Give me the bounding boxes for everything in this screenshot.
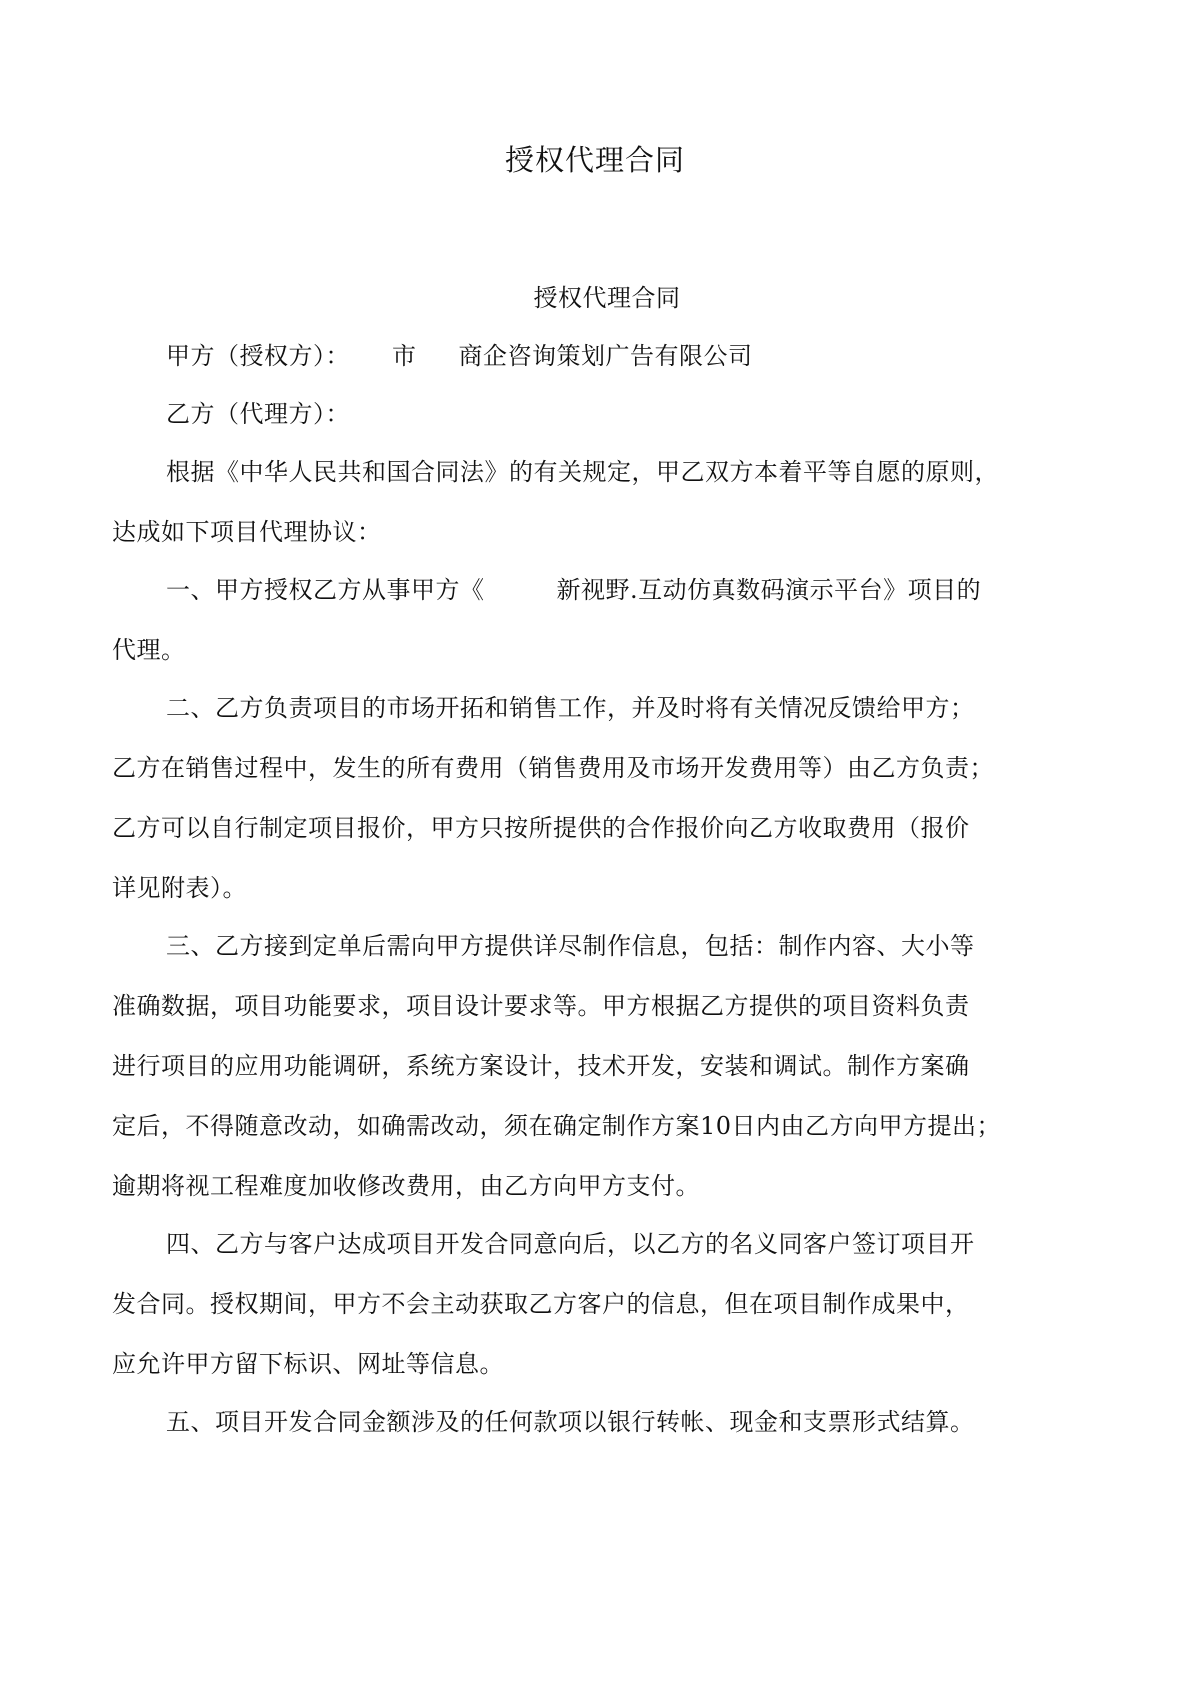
clause-4-line: 四、乙方与客户达成项目开发合同意向后，以乙方的名义同客户签订项目开: [166, 1230, 975, 1258]
clause-2-line: 二、乙方负责项目的市场开拓和销售工作，并及时将有关情况反馈给甲方；: [166, 694, 975, 722]
party-a-company: 商企咨询策划广告有限公司: [458, 342, 753, 370]
clause-1-prefix: 一、甲方授权乙方从事甲方《: [166, 576, 485, 604]
clause-4: [112, 1228, 1080, 1380]
clause-5: [112, 1406, 1080, 1438]
clause-2-line: 乙方在销售过程中，发生的所有费用（销售费用及市场开发费用等）由乙方负责；: [112, 754, 994, 782]
clause-2-line: 详见附表）。: [112, 874, 247, 902]
party-b-line: [112, 398, 1080, 430]
document-title: 授权代理合同: [504, 143, 685, 177]
party-a-label: 甲方（授权方）：: [166, 342, 350, 370]
clause-3-line: 三、乙方接到定单后需向甲方提供详尽制作信息，包括：制作内容、大小等: [166, 932, 975, 960]
clause-4-line: 应允许甲方留下标识、网址等信息。: [112, 1350, 504, 1378]
clause-3-line: 进行项目的应用功能调研，系统方案设计，技术开发，安装和调试。制作方案确: [112, 1052, 970, 1080]
clause-1-rest: 新视野.互动仿真数码演示平台》项目的: [556, 576, 982, 604]
clause-3-line: 准确数据，项目功能要求，项目设计要求等。甲方根据乙方提供的项目资料负责: [112, 992, 970, 1020]
party-a-city: 市: [392, 342, 417, 370]
party-b-label: 乙方（代理方）：: [166, 400, 350, 428]
document-body: [112, 282, 1080, 1464]
document-subtitle: 授权代理合同: [533, 284, 681, 312]
intro-paragraph: [112, 456, 1080, 548]
intro-line: 达成如下项目代理协议：: [112, 518, 382, 546]
clause-3-line: 逾期将视工程难度加收修改费用，由乙方向甲方支付。: [112, 1172, 700, 1200]
clause-5-line: 五、项目开发合同金额涉及的任何款项以银行转帐、现金和支票形式结算。: [166, 1408, 975, 1436]
clause-2-line: 乙方可以自行制定项目报价，甲方只按所提供的合作报价向乙方收取费用（报价: [112, 814, 970, 842]
clause-4-line: 发合同。授权期间，甲方不会主动获取乙方客户的信息，但在项目制作成果中，: [112, 1290, 970, 1318]
clause-1: [112, 574, 1080, 666]
party-a-line: [112, 340, 1080, 372]
clause-1-line: 代理。: [112, 636, 186, 664]
intro-line: 根据《中华人民共和国合同法》的有关规定，甲乙双方本着平等自愿的原则，: [166, 458, 999, 486]
clause-3-line: 定后，不得随意改动，如确需改动，须在确定制作方案10日内由乙方向甲方提出；: [112, 1112, 1002, 1140]
clause-2: [112, 692, 1080, 904]
clause-3: [112, 930, 1080, 1202]
